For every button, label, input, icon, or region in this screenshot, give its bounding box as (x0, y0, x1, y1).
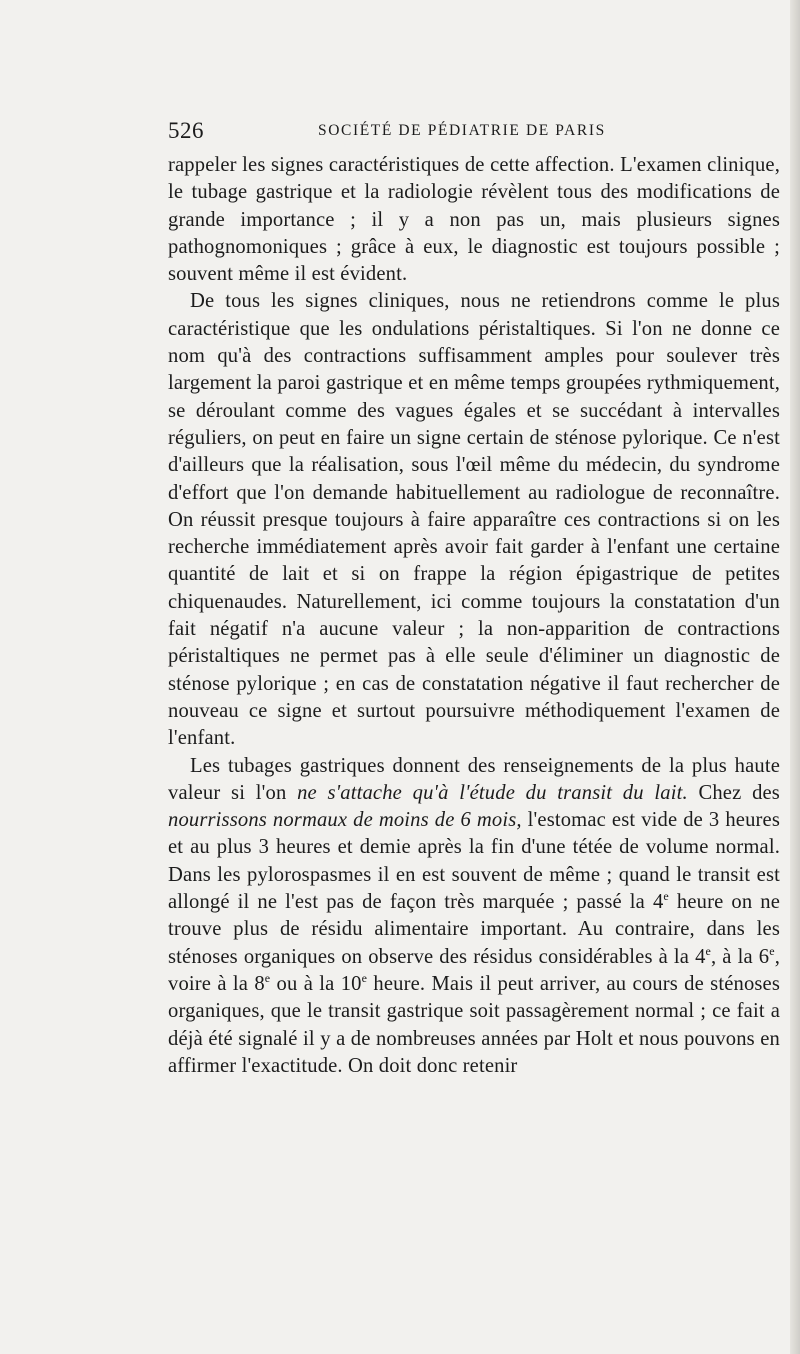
ordinal-superscript: e (705, 943, 711, 958)
paragraph-3-text: l'estomac est vide de 3 heures et au plus 3 heures et demie après la fin d'une tétée de volume normal. Dans les pylorospasmes il en est souvent de même ; quand le transit est allongé il ne l'est pas de façon très marquée ; passé la 4 (168, 809, 780, 914)
running-title: SOCIÉTÉ DE PÉDIATRIE DE PARIS (318, 122, 606, 139)
paragraph-3-text: Chez des (687, 781, 780, 804)
paragraph-3-text: Les tubages gastriques donnent des renseignements de la plus haute valeur si l'on (168, 754, 780, 804)
paragraph-3-italic: ne s'attache qu'à l'étude du transit du lait. (297, 781, 688, 804)
page-header (168, 118, 778, 148)
ordinal-superscript: e (361, 970, 368, 985)
paragraph-3-text: heure. Mais il peut arriver, au cours de sténoses organiques, que le transit gastrique soit passagèrement normal ; ce fait a déjà été signalé il y a de nombreuses années par Holt et nous pouvons en affirmer l'exactitude. On doit donc retenir (168, 972, 781, 1077)
paragraph-2: De tous les signes cliniques, nous ne retiendrons comme le plus caractéristique que les ondulations péristaltiques. Si l'on ne donne ce nom qu'à des contractions suffisamment amples pour soulever très largement la paroi gastrique et en même temps groupées rythmiquement, se déroulant comme des vagues égales et se succédant à intervalles réguliers, on peut en faire un signe certain de sténose pylorique. Ce n'est d'ailleurs que la réalisation, sous l'œil même du médecin, du syndrome d'effort que l'on demande habituellement au radiologue de reconnaître. On réussit presque toujours à faire apparaître ces contractions si on les recherche immédiatement après avoir fait garder à l'enfant une certaine quantité de lait et si on frappe la région épigastrique de petites chiquenaudes. Naturellement, ici comme toujours la constatation d'un fait négatif n'a aucune valeur ; la non-apparition de contractions péristaltiques ne permet pas à elle seule d'éliminer un diagnostic de sténose pylorique ; en cas de constatation négative il faut rechercher de nouveau ce signe et surtout poursuivre méthodiquement l'examen de l'enfant. (168, 290, 780, 750)
paragraph-3-text: ou à la 10 (270, 972, 362, 995)
ordinal-superscript: e (264, 970, 271, 985)
ordinal-superscript: e (769, 943, 775, 958)
paragraph-3-text: heure on ne trouve plus de résidu alimentaire important. Au contraire, dans les sténoses organiques on observe des résidus considérables à la 4 (168, 891, 780, 968)
paragraph-3 (168, 753, 780, 1081)
paragraph-3-text: , à la 6 (711, 945, 770, 968)
paragraph-1: rappeler les signes caractéristiques de cette affection. L'examen clinique, le tubage gastrique et la radiologie révèlent tous des modifications de grande importance ; il y a non pas un, mais plusieurs signes pathognomoniques ; grâce à eux, le diagnostic est toujours possible ; souvent même il est évident. (168, 154, 780, 286)
body-text (168, 152, 780, 1080)
page-number: 526 (168, 118, 204, 143)
paragraph-3-italic: nourrissons normaux de moins de 6 mois, (168, 809, 522, 832)
page-edge-shadow (790, 0, 800, 1354)
paragraph-3-text: , voire à la 8 (168, 945, 780, 995)
ordinal-superscript: e (663, 889, 669, 904)
